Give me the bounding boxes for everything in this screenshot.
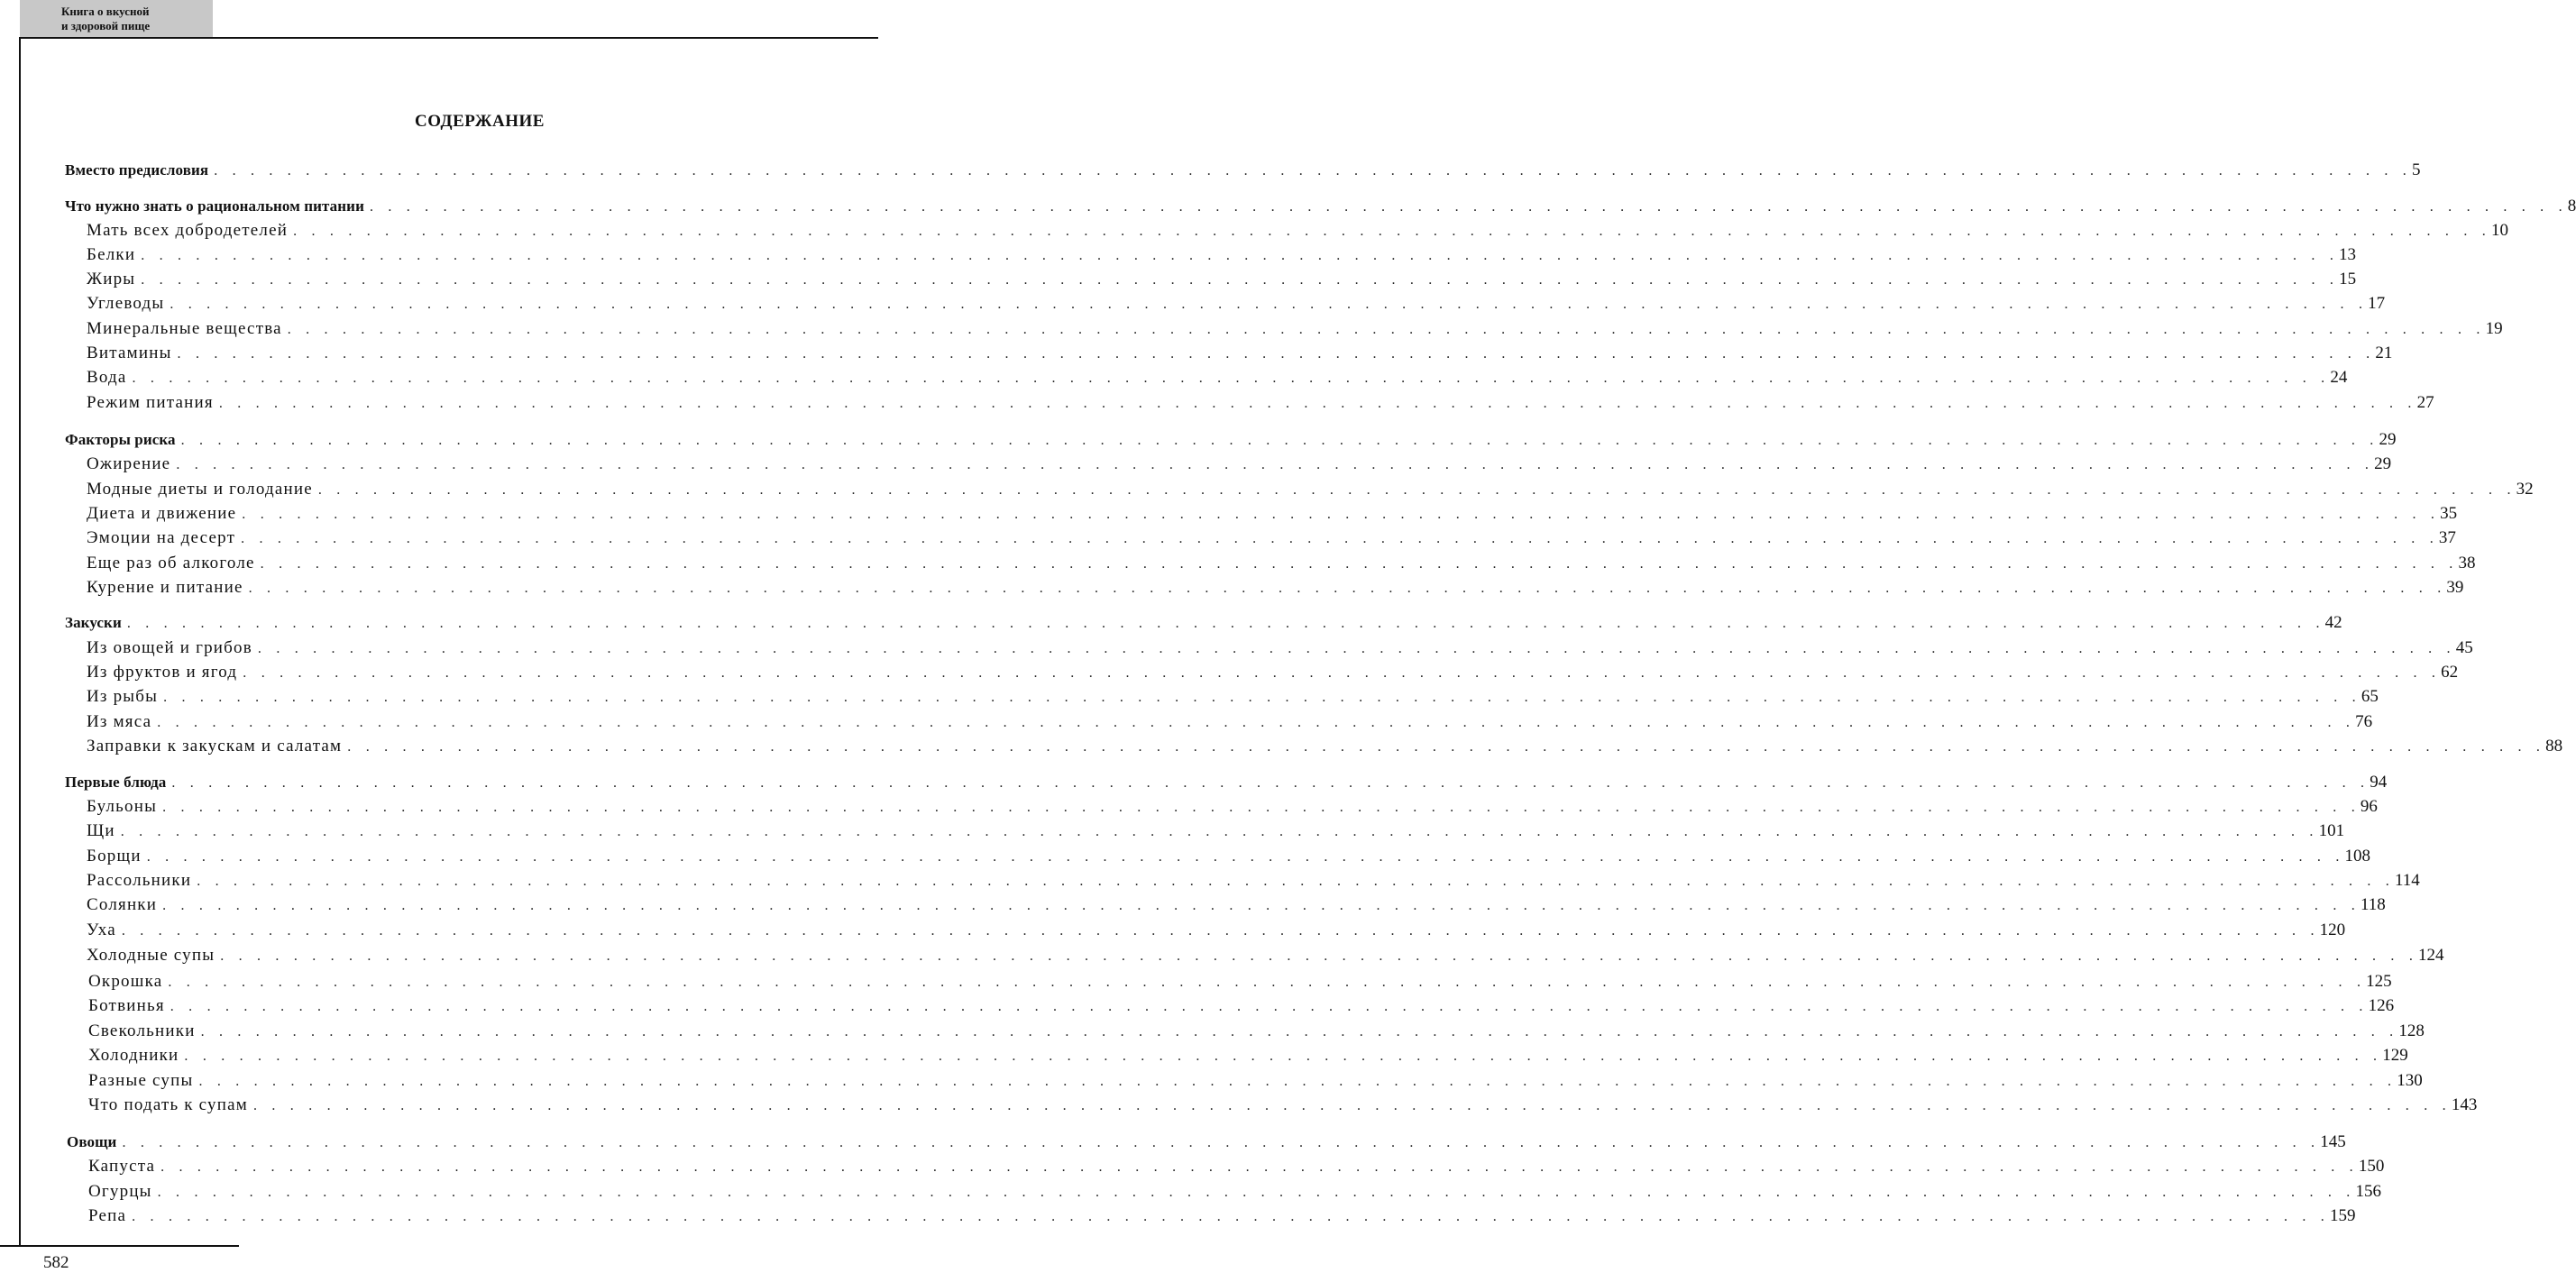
toc-entry-label: Овощи bbox=[67, 1133, 117, 1150]
toc-section-entry bbox=[65, 159, 2421, 182]
toc-subsection-entry bbox=[87, 576, 2464, 600]
toc-subsection-entry bbox=[87, 317, 2503, 341]
dot-leader: . . . . . . . . . . . . . . . . . . . . . . . . . . . . . . . . . . . . . . . . . . . . . . . . . . . . . . . . . . . . . . . . . . . . . . . . . . . . . . . . . . . . . . . . . . . . . . . . . . . . . . . . . . . . . . . . . . . . . . . . bbox=[347, 739, 2546, 755]
dot-leader: . . . . . . . . . . . . . . . . . . . . . . . . . . . . . . . . . . . . . . . . . . . . . . . . . . . . . . . . . . . . . . . . . . . . . . . . . . . . . . . . . . . . . . . . . . . . . . . . . . . . . . . . . . . . . . . . . . . . . . . . bbox=[293, 224, 2491, 239]
dot-leader: . . . . . . . . . . . . . . . . . . . . . . . . . . . . . . . . . . . . . . . . . . . . . . . . . . . . . . . . . . . . . . . . . . . . . . . . . . . . . . . . . . . . . . . . . . . . . . . . . . . . . . . . . . . . . . . . . . . . . . . . bbox=[180, 433, 2379, 448]
toc-entry-page: 143 bbox=[2451, 1095, 2478, 1114]
toc-entry-page: 37 bbox=[2438, 528, 2456, 547]
toc-subsection-entry bbox=[87, 527, 2456, 550]
toc-entry-label: Из рыбы bbox=[87, 687, 159, 706]
toc-entry-label: Бульоны bbox=[87, 797, 158, 816]
toc-entry-page: 42 bbox=[2324, 613, 2342, 632]
toc-subsection-entry bbox=[87, 219, 2508, 243]
toc-entry-page: 129 bbox=[2382, 1046, 2408, 1065]
toc-subsection-entry bbox=[87, 478, 2534, 501]
toc-subsection-entry bbox=[87, 366, 2348, 389]
toc-entry-page: 128 bbox=[2398, 1021, 2425, 1040]
dot-leader: . . . . . . . . . . . . . . . . . . . . . . . . . . . . . . . . . . . . . . . . . . . . . . . . . . . . . . . . . . . . . . . . . . . . . . . . . . . . . . . . . . . . . . . . . . . . . . . . . . . . . . . . . . . . . . . . . . . . . . . . bbox=[253, 1098, 2452, 1113]
toc-subsection-entry bbox=[87, 869, 2420, 893]
toc-entry-label: Вместо предисловия bbox=[65, 161, 209, 179]
toc-subsection-entry bbox=[88, 1155, 2385, 1178]
toc-entry-page: 8 bbox=[2567, 197, 2576, 215]
toc-entry-label: Репа bbox=[88, 1206, 127, 1225]
toc-subsection-entry bbox=[88, 1044, 2408, 1067]
toc-entry-label: Щи bbox=[87, 821, 115, 840]
toc-entry-page: 10 bbox=[2490, 221, 2508, 240]
toc-entry-label: Углеводы bbox=[87, 294, 165, 313]
toc-entry-page: 118 bbox=[2360, 895, 2386, 914]
book-title-line-1: Книга о вкусной bbox=[61, 5, 150, 18]
dot-leader: . . . . . . . . . . . . . . . . . . . . . . . . . . . . . . . . . . . . . . . . . . . . . . . . . . . . . . . . . . . . . . . . . . . . . . . . . . . . . . . . . . . . . . . . . . . . . . . . . . . . . . . . . . . . . . . . . . . . . . . . bbox=[171, 775, 2370, 791]
toc-entry-page: 38 bbox=[2458, 554, 2476, 572]
toc-entry-page: 29 bbox=[2379, 430, 2397, 449]
toc-entry-page: 13 bbox=[2339, 245, 2357, 264]
dot-leader: . . . . . . . . . . . . . . . . . . . . . . . . . . . . . . . . . . . . . . . . . . . . . . . . . . . . . . . . . . . . . . . . . . . . . . . . . . . . . . . . . . . . . . . . . . . . . . . . . . . . . . . . . . . . . . . . . . . . . . . . bbox=[132, 1209, 2330, 1224]
toc-section-entry bbox=[65, 195, 2576, 218]
toc-entry-page: 27 bbox=[2416, 393, 2434, 412]
toc-entry-page: 126 bbox=[2368, 996, 2395, 1015]
toc-entry-label: Заправки к закускам и салатам bbox=[87, 737, 343, 756]
toc-subsection-entry bbox=[88, 970, 2392, 994]
toc-entry-page: 35 bbox=[2440, 504, 2458, 523]
dot-leader: . . . . . . . . . . . . . . . . . . . . . . . . . . . . . . . . . . . . . . . . . . . . . . . . . . . . . . . . . . . . . . . . . . . . . . . . . . . . . . . . . . . . . . . . . . . . . . . . . . . . . . . . . . . . . . . . . . . . . . . . bbox=[146, 849, 2345, 865]
toc-entry-label: Вода bbox=[87, 368, 127, 387]
toc-entry-label: Из фруктов и ягод bbox=[87, 663, 238, 682]
dot-leader: . . . . . . . . . . . . . . . . . . . . . . . . . . . . . . . . . . . . . . . . . . . . . . . . . . . . . . . . . . . . . . . . . . . . . . . . . . . . . . . . . . . . . . . . . . . . . . . . . . . . . . . . . . . . . . . . . . . . . . . . bbox=[157, 1185, 2356, 1200]
toc-entry-label: Холодники bbox=[88, 1046, 179, 1065]
toc-entry-label: Рассольники bbox=[87, 871, 192, 890]
toc-entry-page: 96 bbox=[2360, 797, 2378, 816]
dot-leader: . . . . . . . . . . . . . . . . . . . . . . . . . . . . . . . . . . . . . . . . . . . . . . . . . . . . . . . . . . . . . . . . . . . . . . . . . . . . . . . . . . . . . . . . . . . . . . . . . . . . . . . . . . . . . . . . . . . . . . . . bbox=[121, 923, 2320, 939]
toc-section-entry bbox=[65, 771, 2388, 794]
toc-entry-label: Солянки bbox=[87, 895, 158, 914]
toc-subsection-entry bbox=[88, 994, 2395, 1018]
dot-leader: . . . . . . . . . . . . . . . . . . . . . . . . . . . . . . . . . . . . . . . . . . . . . . . . . . . . . . . . . . . . . . . . . . . . . . . . . . . . . . . . . . . . . . . . . . . . . . . . . . . . . . . . . . . . . . . . . . . . . . . . bbox=[260, 556, 2459, 572]
toc-subsection-entry bbox=[87, 944, 2444, 967]
toc-subsection-entry bbox=[87, 919, 2346, 942]
dot-leader: . . . . . . . . . . . . . . . . . . . . . . . . . . . . . . . . . . . . . . . . . . . . . . . . . . . . . . . . . . . . . . . . . . . . . . . . . . . . . . . . . . . . . . . . . . . . . . . . . . . . . . . . . . . . . . . . . . . . . . . . bbox=[184, 1049, 2383, 1064]
toc-entry-page: 150 bbox=[2358, 1157, 2385, 1176]
toc-subsection-entry bbox=[87, 820, 2345, 843]
toc-entry-label: Холодные супы bbox=[87, 946, 215, 965]
toc-entry-page: 76 bbox=[2355, 712, 2373, 731]
dot-leader: . . . . . . . . . . . . . . . . . . . . . . . . . . . . . . . . . . . . . . . . . . . . . . . . . . . . . . . . . . . . . . . . . . . . . . . . . . . . . . . . . . . . . . . . . . . . . . . . . . . . . . . . . . . . . . . . . . . . . . . . bbox=[157, 715, 2356, 730]
book-title-line-2: и здоровой пище bbox=[61, 19, 151, 32]
toc-entry-label: Свекольники bbox=[88, 1021, 196, 1040]
toc-entry-label: Из мяса bbox=[87, 712, 152, 731]
toc-entry-page: 21 bbox=[2375, 343, 2393, 362]
toc-subsection-entry bbox=[87, 453, 2392, 476]
dot-leader: . . . . . . . . . . . . . . . . . . . . . . . . . . . . . . . . . . . . . . . . . . . . . . . . . . . . . . . . . . . . . . . . . . . . . . . . . . . . . . . . . . . . . . . . . . . . . . . . . . . . . . . . . . . . . . . . . . . . . . . . bbox=[163, 690, 2361, 705]
dot-leader: . . . . . . . . . . . . . . . . . . . . . . . . . . . . . . . . . . . . . . . . . . . . . . . . . . . . . . . . . . . . . . . . . . . . . . . . . . . . . . . . . . . . . . . . . . . . . . . . . . . . . . . . . . . . . . . . . . . . . . . . bbox=[243, 665, 2442, 681]
page-number: 582 bbox=[43, 1253, 69, 1272]
toc-entry-page: 156 bbox=[2355, 1182, 2381, 1201]
toc-subsection-entry bbox=[88, 1020, 2425, 1043]
toc-entry-label: Режим питания bbox=[87, 393, 214, 412]
toc-subsection-entry bbox=[88, 1180, 2381, 1204]
toc-entry-label: Факторы риска bbox=[65, 431, 176, 448]
toc-subsection-entry bbox=[88, 1204, 2356, 1228]
toc-entry-label: Ожирение bbox=[87, 454, 171, 473]
toc-entry-page: 101 bbox=[2318, 821, 2345, 840]
dot-leader: . . . . . . . . . . . . . . . . . . . . . . . . . . . . . . . . . . . . . . . . . . . . . . . . . . . . . . . . . . . . . . . . . . . . . . . . . . . . . . . . . . . . . . . . . . . . . . . . . . . . . . . . . . . . . . . . . . . . . . . . bbox=[162, 800, 2361, 815]
toc-entry-page: 32 bbox=[2516, 480, 2534, 499]
dot-leader: . . . . . . . . . . . . . . . . . . . . . . . . . . . . . . . . . . . . . . . . . . . . . . . . . . . . . . . . . . . . . . . . . . . . . . . . . . . . . . . . . . . . . . . . . . . . . . . . . . . . . . . . . . . . . . . . . . . . . . . . bbox=[141, 248, 2340, 263]
toc-entry-page: 29 bbox=[2374, 454, 2392, 473]
toc-entry-label: Диета и движение bbox=[87, 504, 237, 523]
dot-leader: . . . . . . . . . . . . . . . . . . . . . . . . . . . . . . . . . . . . . . . . . . . . . . . . . . . . . . . . . . . . . . . . . . . . . . . . . . . . . . . . . . . . . . . . . . . . . . . . . . . . . . . . . . . . . . . . . . . . . . . . bbox=[170, 999, 2369, 1014]
dot-leader: . . . . . . . . . . . . . . . . . . . . . . . . . . . . . . . . . . . . . . . . . . . . . . . . . . . . . . . . . . . . . . . . . . . . . . . . . . . . . . . . . . . . . . . . . . . . . . . . . . . . . . . . . . . . . . . . . . . . . . . . bbox=[317, 482, 2516, 498]
dot-leader: . . . . . . . . . . . . . . . . . . . . . . . . . . . . . . . . . . . . . . . . . . . . . . . . . . . . . . . . . . . . . . . . . . . . . . . . . . . . . . . . . . . . . . . . . . . . . . . . . . . . . . . . . . . . . . . . . . . . . . . . bbox=[197, 874, 2396, 889]
toc-entry-page: 120 bbox=[2319, 920, 2346, 939]
toc-section-entry bbox=[67, 1131, 2346, 1154]
toc-entry-label: Что подать к супам bbox=[88, 1095, 248, 1114]
toc-subsection-entry bbox=[87, 893, 2386, 917]
dot-leader: . . . . . . . . . . . . . . . . . . . . . . . . . . . . . . . . . . . . . . . . . . . . . . . . . . . . . . . . . . . . . . . . . . . . . . . . . . . . . . . . . . . . . . . . . . . . . . . . . . . . . . . . . . . . . . . . . . . . . . . . bbox=[200, 1024, 2399, 1039]
toc-entry-page: 124 bbox=[2418, 946, 2444, 965]
toc-entry-label: Мать всех добродетелей bbox=[87, 221, 289, 240]
toc-entry-label: Что нужно знать о рациональном питании bbox=[65, 197, 364, 215]
dot-leader: . . . . . . . . . . . . . . . . . . . . . . . . . . . . . . . . . . . . . . . . . . . . . . . . . . . . . . . . . . . . . . . . . . . . . . . . . . . . . . . . . . . . . . . . . . . . . . . . . . . . . . . . . . . . . . . . . . . . . . . . bbox=[170, 297, 2369, 312]
toc-entry-label: Первые блюда bbox=[65, 774, 167, 791]
toc-subsection-entry bbox=[87, 661, 2459, 684]
toc-entry-page: 65 bbox=[2361, 687, 2379, 706]
dot-leader: . . . . . . . . . . . . . . . . . . . . . . . . . . . . . . . . . . . . . . . . . . . . . . . . . . . . . . . . . . . . . . . . . . . . . . . . . . . . . . . . . . . . . . . . . . . . . . . . . . . . . . . . . . . . . . . . . . . . . . . . bbox=[122, 1135, 2321, 1150]
toc-subsection-entry bbox=[87, 391, 2434, 415]
dot-leader: . . . . . . . . . . . . . . . . . . . . . . . . . . . . . . . . . . . . . . . . . . . . . . . . . . . . . . . . . . . . . . . . . . . . . . . . . . . . . . . . . . . . . . . . . . . . . . . . . . . . . . . . . . . . . . . . . . . . . . . . bbox=[257, 641, 2456, 656]
dot-leader: . . . . . . . . . . . . . . . . . . . . . . . . . . . . . . . . . . . . . . . . . . . . . . . . . . . . . . . . . . . . . . . . . . . . . . . . . . . . . . . . . . . . . . . . . . . . . . . . . . . . . . . . . . . . . . . . . . . . . . . . bbox=[160, 1159, 2359, 1175]
dot-leader: . . . . . . . . . . . . . . . . . . . . . . . . . . . . . . . . . . . . . . . . . . . . . . . . . . . . . . . . . . . . . . . . . . . . . . . . . . . . . . . . . . . . . . . . . . . . . . . . . . . . . . . . . . . . . . . . . . . . . . . . bbox=[177, 346, 2376, 362]
toc-subsection-entry bbox=[87, 795, 2378, 819]
toc-entry-label: Витамины bbox=[87, 343, 172, 362]
toc-entry-page: 19 bbox=[2485, 319, 2503, 338]
dot-leader: . . . . . . . . . . . . . . . . . . . . . . . . . . . . . . . . . . . . . . . . . . . . . . . . . . . . . . . . . . . . . . . . . . . . . . . . . . . . . . . . . . . . . . . . . . . . . . . . . . . . . . . . . . . . . . . . . . . . . . . . bbox=[132, 371, 2331, 386]
toc-subsection-entry bbox=[87, 685, 2379, 709]
toc-entry-label: Ботвинья bbox=[88, 996, 165, 1015]
toc-subsection-entry bbox=[87, 845, 2371, 868]
toc-entry-label: Борщи bbox=[87, 847, 142, 865]
dot-leader: . . . . . . . . . . . . . . . . . . . . . . . . . . . . . . . . . . . . . . . . . . . . . . . . . . . . . . . . . . . . . . . . . . . . . . . . . . . . . . . . . . . . . . . . . . . . . . . . . . . . . . . . . . . . . . . . . . . . . . . . bbox=[162, 898, 2361, 913]
dot-leader: . . . . . . . . . . . . . . . . . . . . . . . . . . . . . . . . . . . . . . . . . . . . . . . . . . . . . . . . . . . . . . . . . . . . . . . . . . . . . . . . . . . . . . . . . . . . . . . . . . . . . . . . . . . . . . . . . . . . . . . . bbox=[287, 322, 2486, 337]
toc-entry-page: 159 bbox=[2329, 1206, 2356, 1225]
toc-entry-page: 45 bbox=[2455, 638, 2473, 657]
toc-entry-label: Окрошка bbox=[88, 972, 163, 991]
dot-leader: . . . . . . . . . . . . . . . . . . . . . . . . . . . . . . . . . . . . . . . . . . . . . . . . . . . . . . . . . . . . . . . . . . . . . . . . . . . . . . . . . . . . . . . . . . . . . . . . . . . . . . . . . . . . . . . . . . . . . . . . bbox=[176, 457, 2375, 472]
dot-leader: . . . . . . . . . . . . . . . . . . . . . . . . . . . . . . . . . . . . . . . . . . . . . . . . . . . . . . . . . . . . . . . . . . . . . . . . . . . . . . . . . . . . . . . . . . . . . . . . . . . . . . . . . . . . . . . . . . . . . . . . bbox=[369, 199, 2568, 215]
dot-leader: . . . . . . . . . . . . . . . . . . . . . . . . . . . . . . . . . . . . . . . . . . . . . . . . . . . . . . . . . . . . . . . . . . . . . . . . . . . . . . . . . . . . . . . . . . . . . . . . . . . . . . . . . . . . . . . . . . . . . . . . bbox=[141, 272, 2340, 288]
dot-leader: . . . . . . . . . . . . . . . . . . . . . . . . . . . . . . . . . . . . . . . . . . . . . . . . . . . . . . . . . . . . . . . . . . . . . . . . . . . . . . . . . . . . . . . . . . . . . . . . . . . . . . . . . . . . . . . . . . . . . . . . bbox=[220, 948, 2419, 964]
toc-entry-page: 145 bbox=[2320, 1132, 2346, 1151]
toc-entry-page: 88 bbox=[2545, 737, 2563, 756]
dot-leader: . . . . . . . . . . . . . . . . . . . . . . . . . . . . . . . . . . . . . . . . . . . . . . . . . . . . . . . . . . . . . . . . . . . . . . . . . . . . . . . . . . . . . . . . . . . . . . . . . . . . . . . . . . . . . . . . . . . . . . . . bbox=[198, 1074, 2397, 1089]
toc-subsection-entry bbox=[87, 710, 2373, 734]
toc-entry-label: Огурцы bbox=[88, 1182, 152, 1201]
toc-entry-label: Минеральные вещества bbox=[87, 319, 282, 338]
toc-entry-label: Еще раз об алкоголе bbox=[87, 554, 255, 572]
toc-subsection-entry bbox=[87, 243, 2357, 267]
toc-entry-page: 62 bbox=[2441, 663, 2459, 682]
page-title: СОДЕРЖАНИЕ bbox=[415, 112, 545, 131]
toc-subsection-entry bbox=[87, 502, 2458, 526]
toc-subsection-entry bbox=[87, 292, 2386, 316]
toc-entry-page: 39 bbox=[2446, 578, 2464, 597]
toc-subsection-entry bbox=[87, 735, 2563, 758]
toc-entry-page: 24 bbox=[2330, 368, 2348, 387]
dot-leader: . . . . . . . . . . . . . . . . . . . . . . . . . . . . . . . . . . . . . . . . . . . . . . . . . . . . . . . . . . . . . . . . . . . . . . . . . . . . . . . . . . . . . . . . . . . . . . . . . . . . . . . . . . . . . . . . . . . . . . . . bbox=[241, 531, 2439, 546]
toc-entry-page: 17 bbox=[2368, 294, 2386, 313]
toc-entry-label: Курение и питание bbox=[87, 578, 243, 597]
toc-entry-page: 94 bbox=[2370, 773, 2388, 792]
toc-entry-page: 108 bbox=[2344, 847, 2371, 865]
toc-entry-label: Разные супы bbox=[88, 1071, 194, 1090]
toc-subsection-entry bbox=[87, 552, 2476, 575]
toc-subsection-entry bbox=[88, 1094, 2478, 1117]
dot-leader: . . . . . . . . . . . . . . . . . . . . . . . . . . . . . . . . . . . . . . . . . . . . . . . . . . . . . . . . . . . . . . . . . . . . . . . . . . . . . . . . . . . . . . . . . . . . . . . . . . . . . . . . . . . . . . . . . . . . . . . . bbox=[242, 507, 2441, 522]
toc-entry-label: Модные диеты и голодание bbox=[87, 480, 313, 499]
toc-entry-page: 5 bbox=[2412, 160, 2421, 179]
toc-subsection-entry bbox=[88, 1069, 2423, 1093]
dot-leader: . . . . . . . . . . . . . . . . . . . . . . . . . . . . . . . . . . . . . . . . . . . . . . . . . . . . . . . . . . . . . . . . . . . . . . . . . . . . . . . . . . . . . . . . . . . . . . . . . . . . . . . . . . . . . . . . . . . . . . . . bbox=[248, 581, 2447, 596]
dot-leader: . . . . . . . . . . . . . . . . . . . . . . . . . . . . . . . . . . . . . . . . . . . . . . . . . . . . . . . . . . . . . . . . . . . . . . . . . . . . . . . . . . . . . . . . . . . . . . . . . . . . . . . . . . . . . . . . . . . . . . . . bbox=[168, 975, 2367, 990]
toc-subsection-entry bbox=[87, 268, 2357, 291]
toc-entry-page: 130 bbox=[2397, 1071, 2423, 1090]
toc-entry-label: Капуста bbox=[88, 1157, 156, 1176]
toc-entry-label: Эмоции на десерт bbox=[87, 528, 236, 547]
toc-entry-label: Закуски bbox=[65, 614, 122, 631]
toc-section-entry bbox=[65, 611, 2342, 635]
toc-entry-label: Уха bbox=[87, 920, 116, 939]
toc-entry-label: Из овощей и грибов bbox=[87, 638, 252, 657]
dot-leader: . . . . . . . . . . . . . . . . . . . . . . . . . . . . . . . . . . . . . . . . . . . . . . . . . . . . . . . . . . . . . . . . . . . . . . . . . . . . . . . . . . . . . . . . . . . . . . . . . . . . . . . . . . . . . . . . . . . . . . . . bbox=[120, 824, 2319, 839]
dot-leader: . . . . . . . . . . . . . . . . . . . . . . . . . . . . . . . . . . . . . . . . . . . . . . . . . . . . . . . . . . . . . . . . . . . . . . . . . . . . . . . . . . . . . . . . . . . . . . . . . . . . . . . . . . . . . . . . . . . . . . . . bbox=[218, 396, 2417, 411]
toc-entry-page: 114 bbox=[2395, 871, 2420, 890]
dot-leader: . . . . . . . . . . . . . . . . . . . . . . . . . . . . . . . . . . . . . . . . . . . . . . . . . . . . . . . . . . . . . . . . . . . . . . . . . . . . . . . . . . . . . . . . . . . . . . . . . . . . . . . . . . . . . . . . . . . . . . . . bbox=[126, 616, 2325, 631]
toc-entry-label: Жиры bbox=[87, 270, 136, 288]
toc-subsection-entry bbox=[87, 342, 2393, 365]
toc-subsection-entry bbox=[87, 636, 2473, 660]
toc-section-entry bbox=[65, 428, 2397, 452]
dot-leader: . . . . . . . . . . . . . . . . . . . . . . . . . . . . . . . . . . . . . . . . . . . . . . . . . . . . . . . . . . . . . . . . . . . . . . . . . . . . . . . . . . . . . . . . . . . . . . . . . . . . . . . . . . . . . . . . . . . . . . . . bbox=[214, 163, 2413, 179]
toc-entry-page: 125 bbox=[2366, 972, 2392, 991]
toc-entry-page: 15 bbox=[2339, 270, 2357, 288]
toc-entry-label: Белки bbox=[87, 245, 136, 264]
